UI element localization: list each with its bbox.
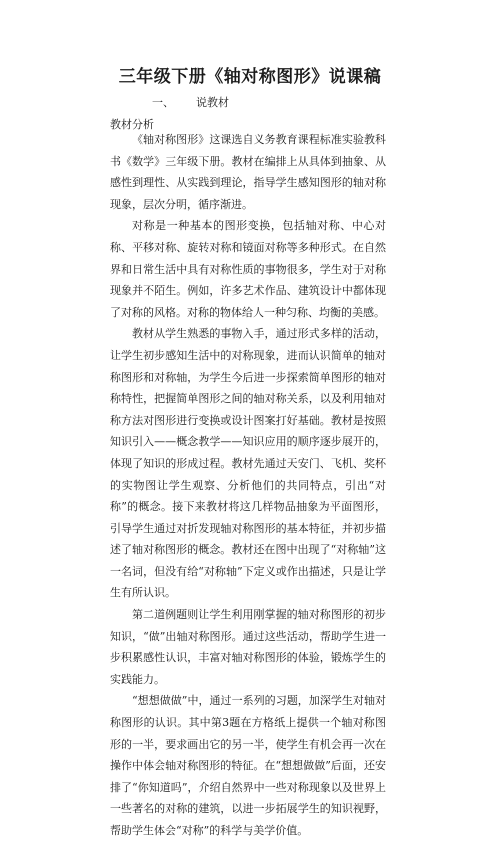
document-title: 三年级下册《轴对称图形》说课稿 [118,67,382,87]
paragraph: 第二道例题则让学生利用刚掌握的轴对称图形的初步知识，“做”出轴对称图形。通过这些活动，帮助学生进一步积累感性认识，丰富对轴对称图形的体验，锻炼学生的实践能力。 [110,608,386,686]
paragraph: 对称是一种基本的图形变换，包括轴对称、中心对称、平移对称、旋转对称和镜面对称等多种形式。在自然界和日常生活中具有对称性质的事物很多，学生对于对称现象并不陌生。例如，许多艺术作品、建筑设计中都体现了对称的风格。对称的物体给人一种匀称、均衡的美感。 [110,219,386,319]
paragraph: 教材从学生熟悉的事物入手，通过形式多样的活动，让学生初步感知生活中的对称现象，进而认识简单的轴对称图形和对称轴，为学生今后进一步探索简单图形的轴对称特性，把握简单图形之间的轴对称关系，以及利用轴对称方法对图形进行变换或设计图案打好基础。教材是按照知识引入——概念教学——知识应用的顺序逐步展开的，体现了知识的形成过程。教材先通过天安门、飞机、奖杯的实物图让学生观察、分析他们的共同特点，引出“对称”的概念。接下来教材将这几样物品抽象为平面图形，引导学生通过对折发现轴对称图形的基本特征，并初步描述了轴对称图形的概念。教材还在图中出现了“对称轴”这一名词，但没有给“对称轴”下定义或作出描述，只是让学生有所认识。 [110,327,386,600]
section-label: 说教材 [196,96,229,109]
paragraph: “想想做做”中，通过一系列的习题，加深学生对轴对称图形的认识。其中第3题在方格纸上提供一个轴对称图形的一半，要求画出它的另一半，使学生有机会再一次在操作中体会轴对称图形的特征。在“想想做做”后面，还安排了“你知道吗”，介绍自然界中一些对称现象以及世界上一些著名的对称的建筑，以进一步拓展学生的知识视野，帮助学生体会“对称”的科学与美学价值。 [110,694,386,837]
paragraph: 《轴对称图形》这课选自义务教育课程标准实验教科书《数学》三年级下册。教材在编排上从具体到抽象、从感性到理性、从实践到理论，指导学生感知图形的轴对称现象，层次分明，循序渐进。 [110,133,386,211]
subheading: 教材分析 [110,118,154,131]
section-heading [152,94,229,110]
section-number: 一、 [152,96,174,109]
document-body [110,129,386,842]
